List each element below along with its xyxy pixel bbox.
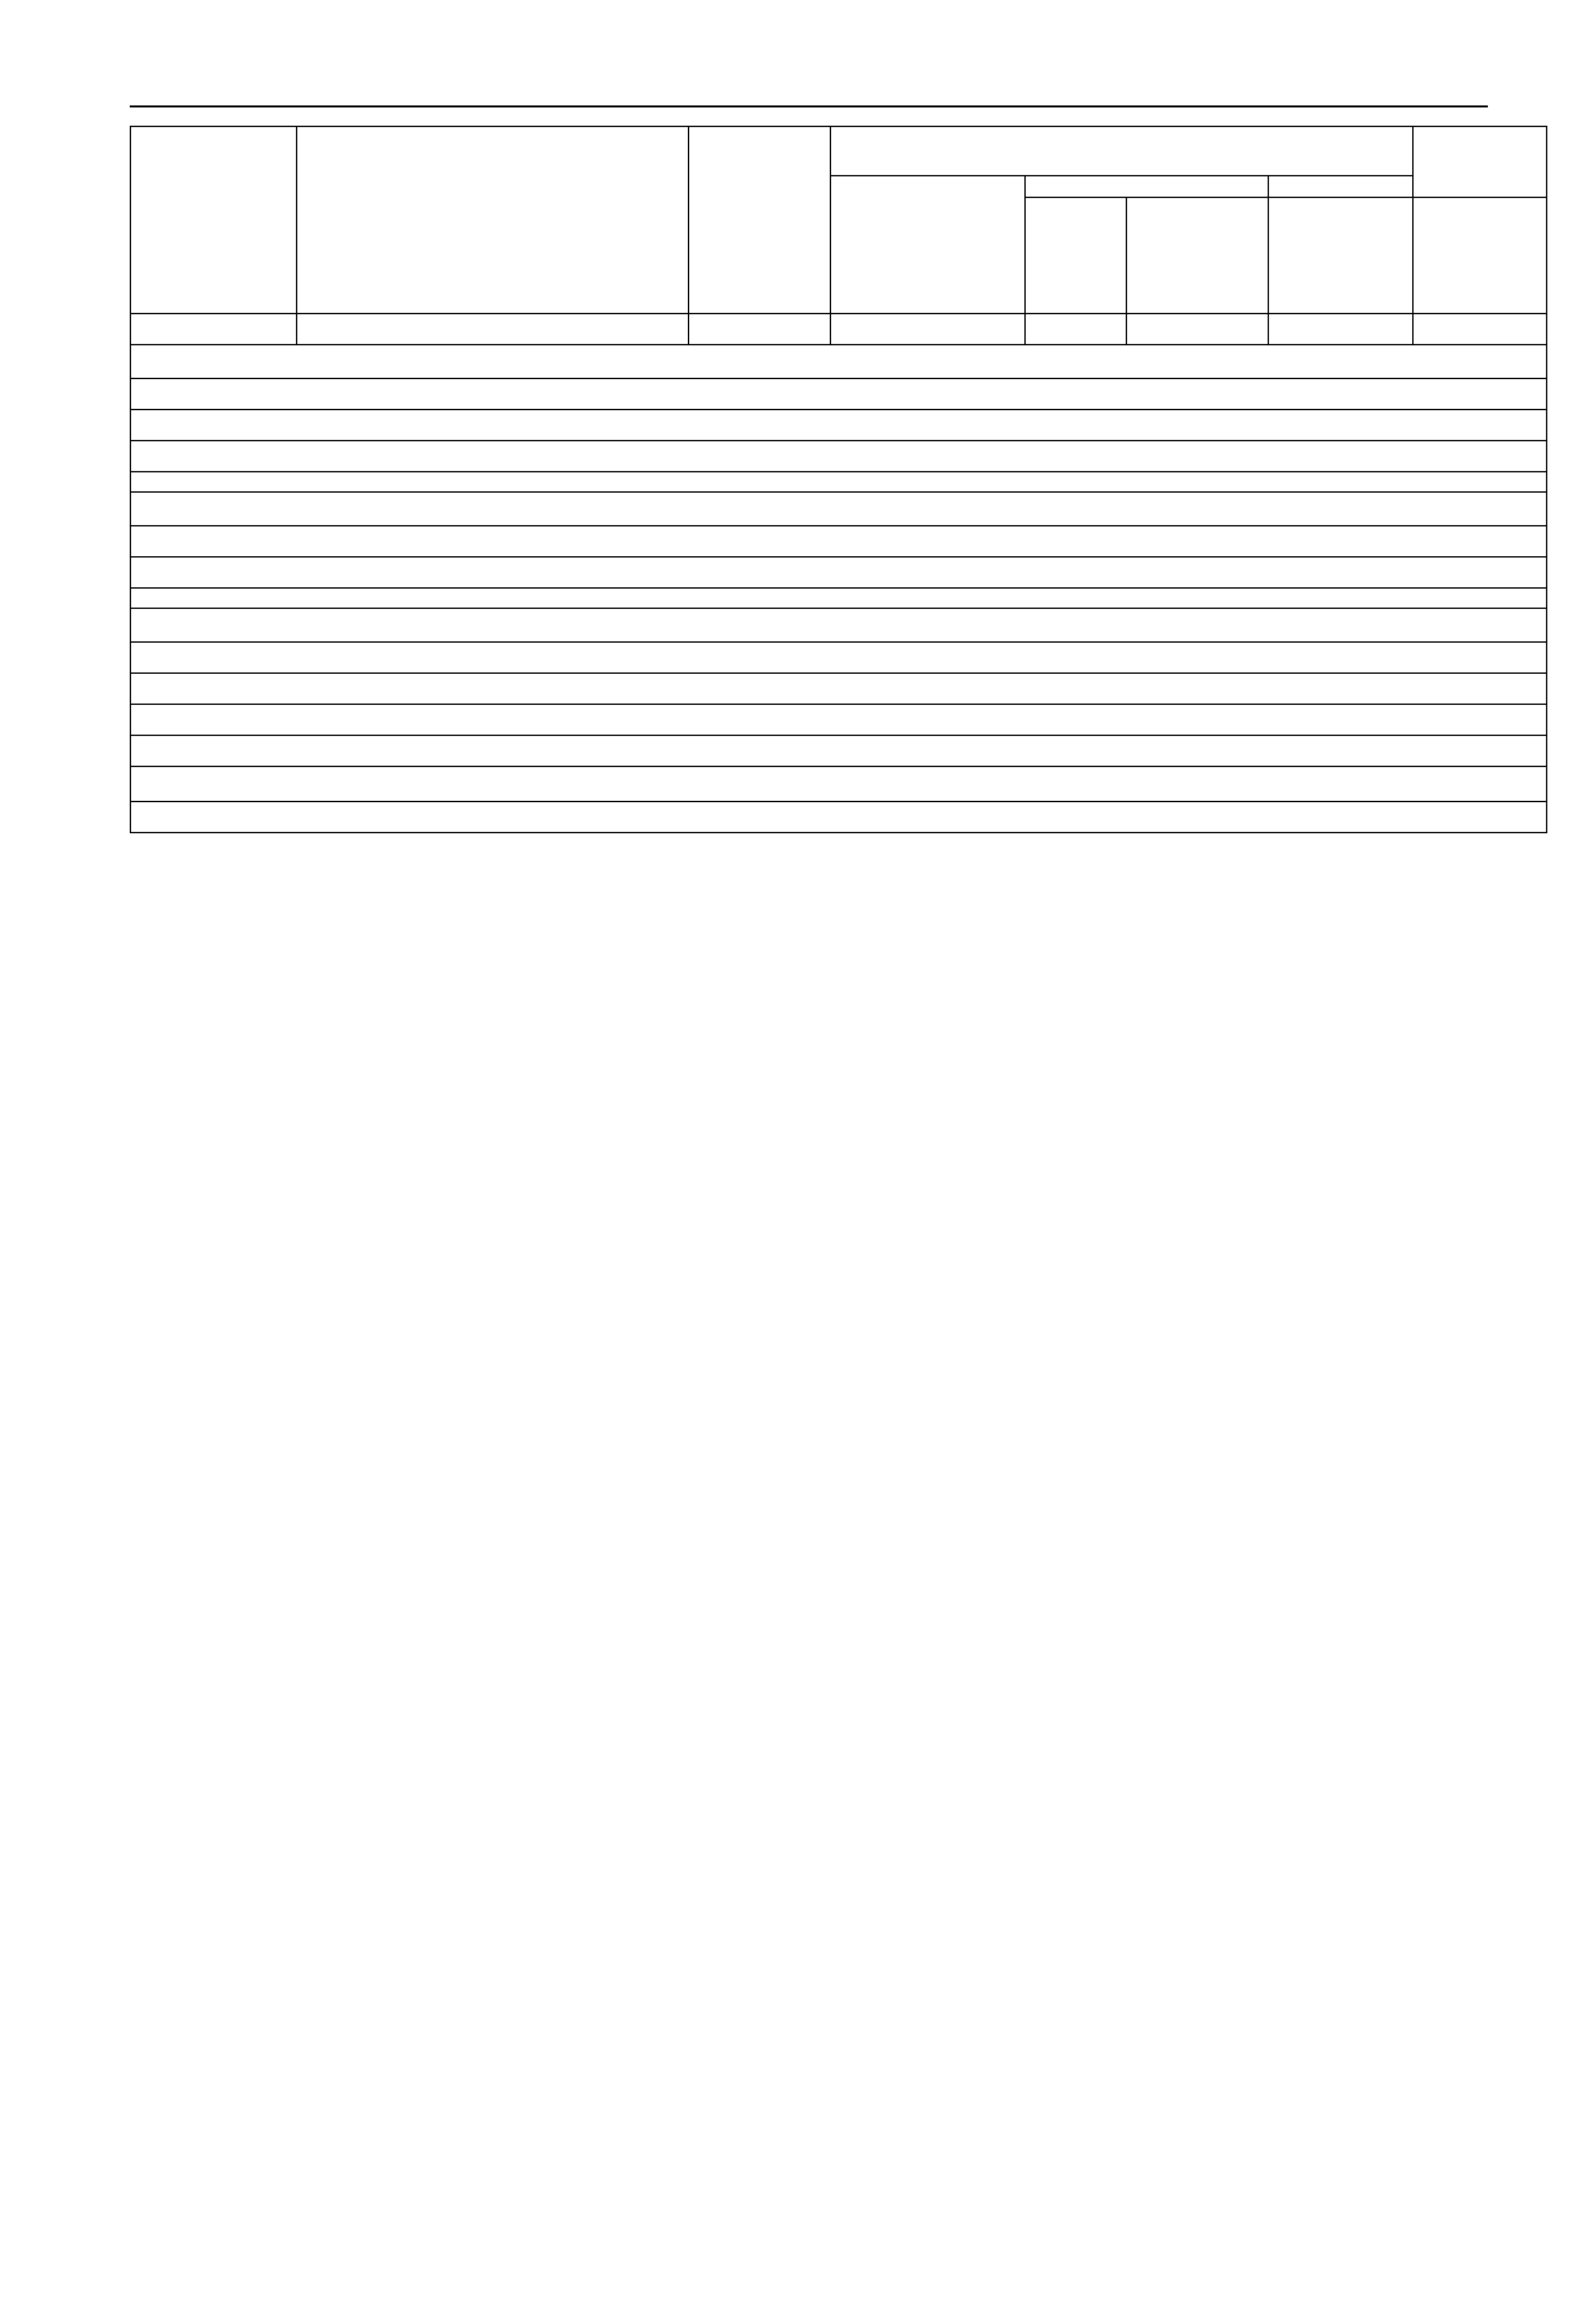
col-header-including: [830, 126, 1413, 176]
col-header-unaccounted-materials: [1268, 197, 1413, 314]
rates-table: [130, 126, 1547, 833]
column-number: [689, 314, 830, 345]
measure-line: [130, 526, 1547, 557]
col-header-work-name: [297, 126, 689, 176]
spacer: [130, 472, 1547, 492]
col-header-labor: [1413, 126, 1547, 197]
column-numbers-row: [130, 314, 1547, 345]
table-title: [130, 735, 1547, 766]
table-title: [130, 608, 1547, 642]
page-header: [130, 62, 1488, 107]
spacer: [130, 588, 1547, 608]
department-heading: [130, 345, 1547, 378]
col-header-worker-pay: [830, 176, 1025, 314]
col-header-machines: [1025, 176, 1268, 197]
measure-line: [130, 410, 1547, 441]
column-number: [830, 314, 1025, 345]
col-header-machines-total: [1025, 197, 1126, 314]
col-header-equipment-mass: [1413, 197, 1547, 314]
col-header-materials: [1268, 176, 1413, 197]
measure-line: [130, 642, 1547, 673]
col-header-codes: [130, 176, 297, 314]
group-subheading: [130, 673, 1547, 704]
column-number: [130, 314, 297, 345]
group-subheading: [130, 802, 1547, 833]
column-number: [1413, 314, 1547, 345]
table-header-row: [130, 126, 1547, 176]
table-title: [130, 378, 1547, 410]
column-number: [1126, 314, 1268, 345]
col-header-machinists-pay: [1126, 197, 1268, 314]
col-header-materials-name: [297, 176, 689, 314]
measure-line: [130, 766, 1547, 802]
group-subheading: [130, 557, 1547, 588]
section-title: [130, 704, 1547, 735]
group-subheading: [130, 441, 1547, 472]
column-number: [297, 314, 689, 345]
col-header-rate-numbers: [130, 126, 297, 176]
column-number: [1268, 314, 1413, 345]
col-header-direct-costs: [689, 126, 830, 314]
table-title: [130, 492, 1547, 526]
column-number: [1025, 314, 1126, 345]
